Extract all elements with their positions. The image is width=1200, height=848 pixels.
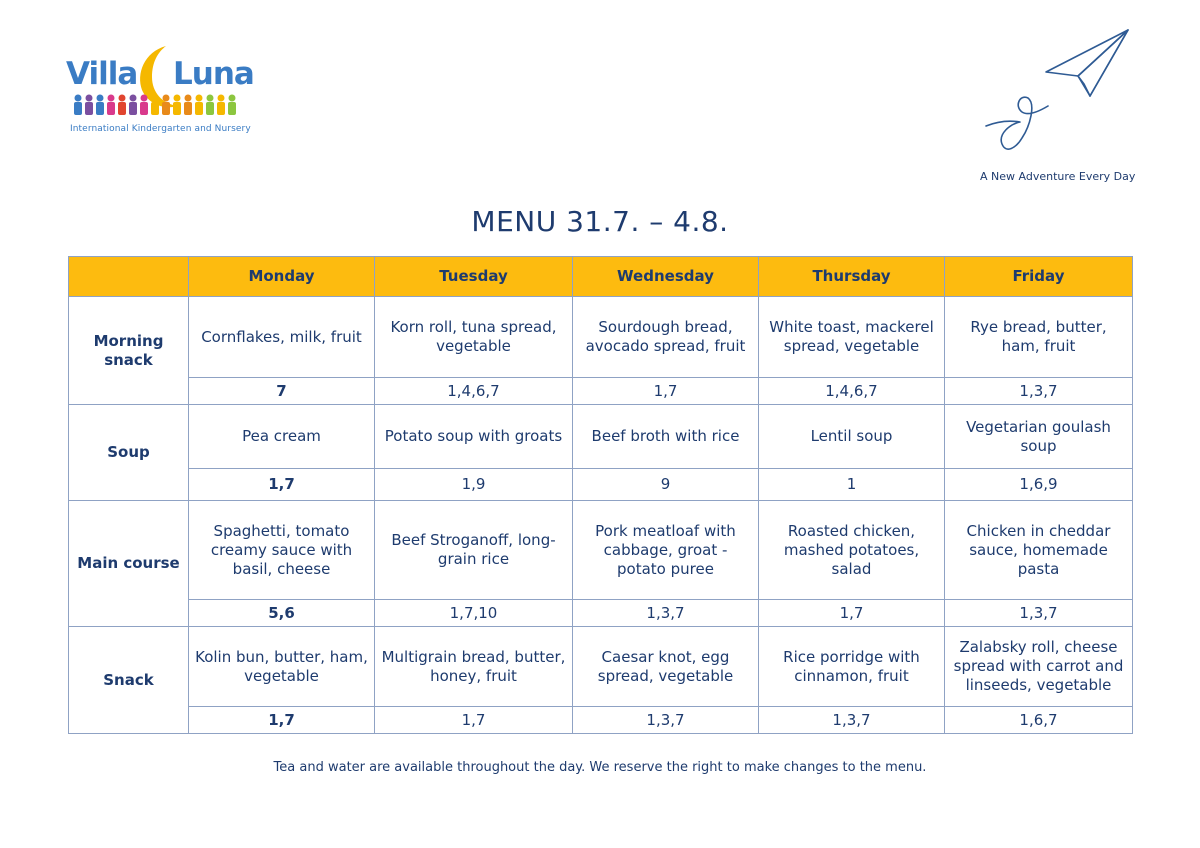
footer-note: Tea and water are available throughout the day. We reserve the right to make changes to the menu.: [273, 760, 927, 775]
allergen-cell: 1,7: [189, 707, 375, 734]
day-header: Tuesday: [375, 257, 573, 297]
row-label: Snack: [69, 627, 189, 734]
menu-table: [68, 256, 1133, 734]
meal-cell: Pea cream: [189, 405, 375, 469]
allergen-row: [69, 469, 1133, 501]
allergen-cell: 1,4,6,7: [375, 378, 573, 405]
allergen-cell: 1,4,6,7: [759, 378, 945, 405]
meal-cell: Cornflakes, milk, fruit: [189, 297, 375, 378]
allergen-cell: 1,3,7: [759, 707, 945, 734]
day-header: Friday: [945, 257, 1133, 297]
day-header: Thursday: [759, 257, 945, 297]
meal-cell: Caesar knot, egg spread, vegetable: [573, 627, 759, 707]
day-header: Wednesday: [573, 257, 759, 297]
allergen-cell: 1,3,7: [945, 378, 1133, 405]
allergen-cell: 1,6,9: [945, 469, 1133, 501]
logo-subtitle: International Kindergarten and Nursery: [70, 124, 251, 134]
corner-cell: [69, 257, 189, 297]
tagline: A New Adventure Every Day: [980, 170, 1136, 183]
row-label: Main course: [69, 501, 189, 627]
meal-cell: Multigrain bread, butter, honey, fruit: [375, 627, 573, 707]
meal-row: [69, 297, 1133, 378]
allergen-cell: 1,6,7: [945, 707, 1133, 734]
allergen-cell: 9: [573, 469, 759, 501]
allergen-cell: 1,7,10: [375, 600, 573, 627]
meal-cell: Kolin bun, butter, ham, vegetable: [189, 627, 375, 707]
meal-cell: Roasted chicken, mashed potatoes, salad: [759, 501, 945, 600]
meal-cell: White toast, mackerel spread, vegetable: [759, 297, 945, 378]
row-label: Morning snack: [69, 297, 189, 405]
page-title: MENU 31.7. – 4.8.: [471, 205, 729, 238]
meal-row: [69, 627, 1133, 707]
meal-cell: Chicken in cheddar sauce, homemade pasta: [945, 501, 1133, 600]
logo-word-villa: Villa: [66, 56, 138, 92]
allergen-cell: 1: [759, 469, 945, 501]
meal-cell: Potato soup with groats: [375, 405, 573, 469]
allergen-cell: 1,7: [189, 469, 375, 501]
allergen-cell: 1,7: [573, 378, 759, 405]
meal-row: [69, 501, 1133, 600]
allergen-cell: 1,3,7: [573, 600, 759, 627]
paper-plane-icon: [978, 26, 1136, 160]
meal-cell: Beef broth with rice: [573, 405, 759, 469]
allergen-cell: 5,6: [189, 600, 375, 627]
allergen-row: [69, 707, 1133, 734]
villa-luna-logo: [66, 40, 256, 140]
children-icon: [72, 94, 240, 116]
allergen-cell: 1,7: [375, 707, 573, 734]
allergen-cell: 1,7: [759, 600, 945, 627]
allergen-row: [69, 378, 1133, 405]
meal-cell: Rye bread, butter, ham, fruit: [945, 297, 1133, 378]
allergen-cell: 1,3,7: [573, 707, 759, 734]
meal-cell: Zalabsky roll, cheese spread with carrot and linseeds, vegetable: [945, 627, 1133, 707]
meal-row: [69, 405, 1133, 469]
allergen-cell: 1,9: [375, 469, 573, 501]
meal-cell: Pork meatloaf with cabbage, groat - potato puree: [573, 501, 759, 600]
meal-cell: Korn roll, tuna spread, vegetable: [375, 297, 573, 378]
allergen-row: [69, 600, 1133, 627]
meal-cell: Rice porridge with cinnamon, fruit: [759, 627, 945, 707]
header-row: [69, 257, 1133, 297]
row-label: Soup: [69, 405, 189, 501]
meal-cell: Spaghetti, tomato creamy sauce with basil, cheese: [189, 501, 375, 600]
meal-cell: Vegetarian goulash soup: [945, 405, 1133, 469]
meal-cell: Sourdough bread, avocado spread, fruit: [573, 297, 759, 378]
meal-cell: Beef Stroganoff, long-grain rice: [375, 501, 573, 600]
allergen-cell: 7: [189, 378, 375, 405]
day-header: Monday: [189, 257, 375, 297]
logo-word-luna: Luna: [173, 56, 254, 92]
meal-cell: Lentil soup: [759, 405, 945, 469]
allergen-cell: 1,3,7: [945, 600, 1133, 627]
